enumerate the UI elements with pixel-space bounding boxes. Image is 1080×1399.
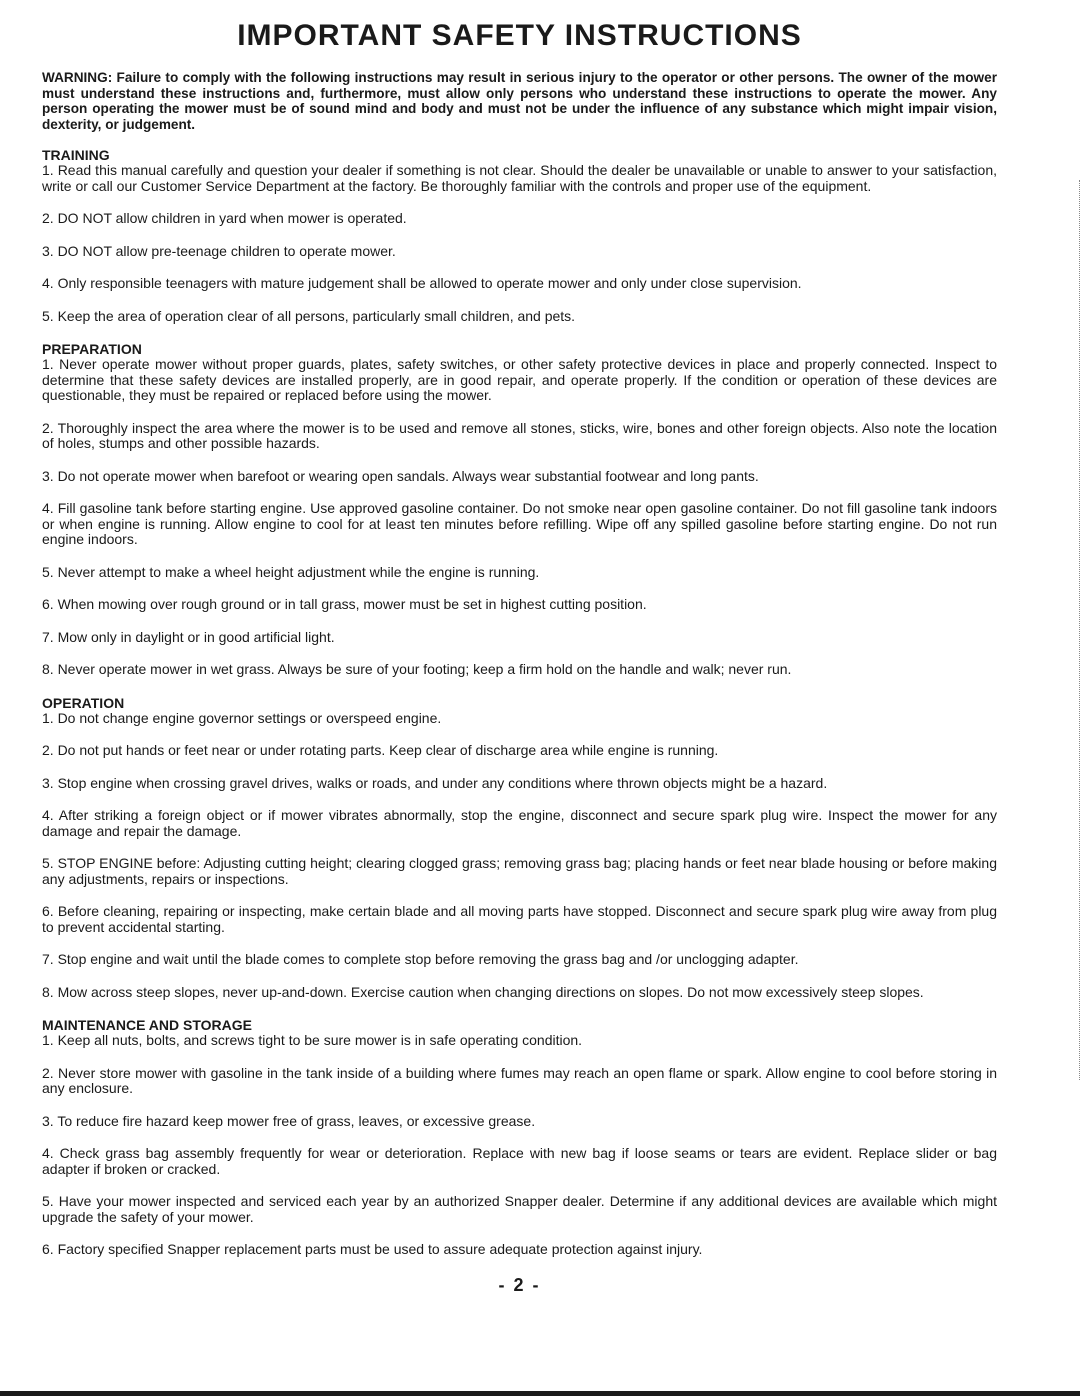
list-item: 3. To reduce fire hazard keep mower free of grass, leaves, or excessive grease. xyxy=(42,1112,536,1129)
document-page xyxy=(42,18,997,1296)
list-item: 6. When mowing over rough ground or in tall grass, mower must be set in highest cutting position. xyxy=(42,596,647,612)
section-title: TRAINING xyxy=(42,147,110,163)
list-item: 6. Factory specified Snapper replacement parts must be used to assure adequate protection against injury. xyxy=(42,1241,703,1257)
list-item: 1. Never operate mower without proper guards, plates, safety switches, or other safety protective devices in place and properly connected. Inspect to determine that these safety devices are installed properly, are in good repair, and operate properly. If the condition or operation of these devices are questionable, they must be repaired or replaced before using the mower. xyxy=(42,356,997,403)
list-item: 7. Mow only in daylight or in good artificial light. xyxy=(42,628,335,645)
list-item: 2. DO NOT allow children in yard when mower is operated. xyxy=(42,210,407,226)
list-item: 4. After striking a foreign object or if mower vibrates abnormally, stop the engine, disconnect and secure spark plug wire. Inspect the mower for any damage and repair the damage. xyxy=(42,807,997,839)
list-item: 3. Stop engine when crossing gravel drives, walks or roads, and under any conditions where thrown objects might be a hazard. xyxy=(42,774,828,791)
list-item: 4. Check grass bag assembly frequently for wear or deterioration. Replace with new bag if loose seams or tears are evident. Replace slider or bag adapter if broken or cracked. xyxy=(42,1145,997,1177)
list-item: 2. Do not put hands or feet near or under rotating parts. Keep clear of discharge area while engine is running. xyxy=(42,742,719,758)
list-item: 5. Have your mower inspected and serviced each year by an authorized Snapper dealer. Determine if any additional devices are available which might upgrade the safety of your mower. xyxy=(42,1193,997,1225)
section-training xyxy=(42,147,997,324)
section-title: MAINTENANCE AND STORAGE xyxy=(42,1017,253,1033)
bottom-rule xyxy=(0,1391,1080,1396)
warning-paragraph: WARNING: Failure to comply with the following instructions may result in serious injury to the operator or other persons. The owner of the mower must understand these instructions and, furthermore, must allow only persons who understand these instructions to operate the mower. Any person operating the mower must be of sound mind and body and must not be under the influence of any substance which might impair vision, dexterity, or judgement. xyxy=(42,70,997,132)
list-item: 5. STOP ENGINE before: Adjusting cutting height; clearing clogged grass; removing grass bag; placing hands or feet near blade housing or before making any adjustments, repairs or inspections. xyxy=(42,855,997,887)
list-item: 5. Never attempt to make a wheel height adjustment while the engine is running. xyxy=(42,563,540,580)
list-item: 1. Do not change engine governor settings or overspeed engine. xyxy=(42,709,442,726)
page-number: - 2 - xyxy=(498,1274,541,1295)
section-operation xyxy=(42,695,997,1001)
section-preparation xyxy=(42,341,997,678)
sections-container xyxy=(42,147,997,1258)
list-item: 1. Read this manual carefully and question your dealer if something is not clear. Should the dealer be unavailable or unable to answer to your satisfaction, write or call our Customer Service Department at the factory. Be thoroughly familiar with the controls and proper use of the equipment. xyxy=(42,162,997,194)
page-title: IMPORTANT SAFETY INSTRUCTIONS xyxy=(237,19,802,52)
list-item: 5. Keep the area of operation clear of all persons, particularly small children, and pets. xyxy=(42,307,576,324)
list-item: 3. Do not operate mower when barefoot or wearing open sandals. Always wear substantial footwear and long pants. xyxy=(42,467,759,484)
list-item: 2. Thoroughly inspect the area where the mower is to be used and remove all stones, sticks, wire, bones and other foreign objects. Also note the location of holes, stumps and other possible hazards. xyxy=(42,419,997,451)
list-item: 8. Mow across steep slopes, never up-and-down. Exercise caution when changing directions on slopes. Do not mow excessively steep slopes. xyxy=(42,983,924,1000)
list-item: 6. Before cleaning, repairing or inspecting, make certain blade and all moving parts have stopped. Disconnect and secure spark plug wire away from plug to prevent accidental starting. xyxy=(42,903,997,935)
list-item: 4. Only responsible teenagers with mature judgement shall be allowed to operate mower and only under close supervision. xyxy=(42,275,802,291)
section-maintenance-and-storage xyxy=(42,1017,997,1258)
section-title: PREPARATION xyxy=(42,341,142,357)
list-item: 2. Never store mower with gasoline in the tank inside of a building where fumes may reach an open flame or spark. Allow engine to cool before storing in any enclosure. xyxy=(42,1064,997,1096)
section-title: OPERATION xyxy=(42,694,125,711)
list-item: 3. DO NOT allow pre-teenage children to operate mower. xyxy=(42,242,396,259)
list-item: 4. Fill gasoline tank before starting engine. Use approved gasoline container. Do not smoke near open gasoline container. Do not fill gasoline tank indoors or when engine is running. Allow engine to cool for at least ten minutes before refilling. Wipe off any spilled gasoline before starting engine. Do not run engine indoors. xyxy=(42,500,997,547)
list-item: 7. Stop engine and wait until the blade comes to complete stop before removing the grass bag and /or unclogging adapter. xyxy=(42,951,799,967)
scan-edge-marks xyxy=(1075,180,1080,1080)
list-item: 1. Keep all nuts, bolts, and screws tight to be sure mower is in safe operating condition. xyxy=(42,1032,583,1048)
list-item: 8. Never operate mower in wet grass. Always be sure of your footing; keep a firm hold on the handle and walk; never run. xyxy=(42,661,792,677)
